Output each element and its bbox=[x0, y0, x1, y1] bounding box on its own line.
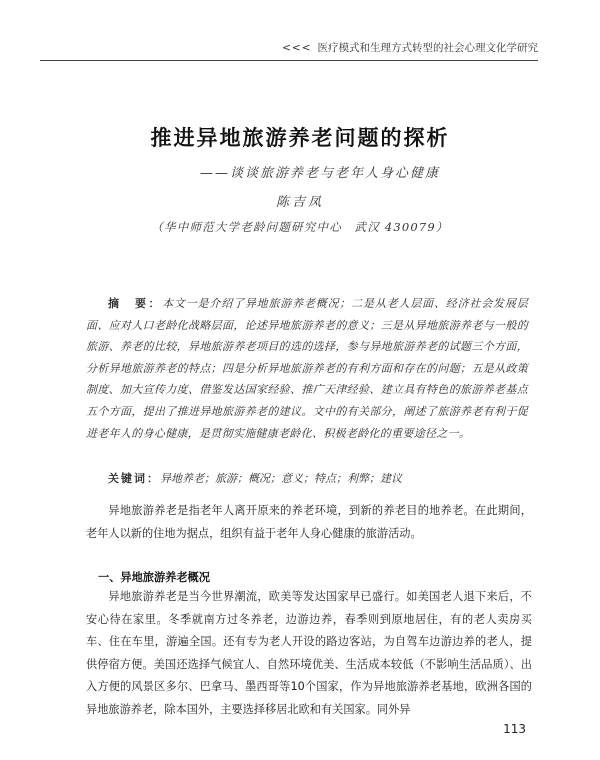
abstract-text: 本文一是介绍了异地旅游养老概况；二是从老人层面、经济社会发展层面、应对人口老龄化战略层面，论述异地旅游养老的意义；三是从异地旅游养老与一般的旅游、养老的比较，异地旅游养老项目的选的选择，参与异地旅游养老的试题三个方面，分析异地旅游养老的特点；四是分析异地旅游养老的有利方面和存在的问题；五是从政策制度、加大宣传力度、借鉴发达国家经验、推广天津经验、建立具有特色的旅游养老基点五个方面，提出了推进异地旅游养老的建议。文中的有关部分，阐述了旅游养老有利于促进老年人的身心健康，是贯彻实施健康老龄化、积极老龄化的重要途径之一。 bbox=[86, 297, 528, 440]
author-affiliation: （华中师范大学老龄问题研究中心 武汉 430079） bbox=[151, 220, 449, 234]
abstract-label: 摘 要： bbox=[108, 297, 163, 310]
running-header bbox=[40, 40, 538, 61]
header-arrows: <<< bbox=[282, 42, 312, 54]
section-heading: 一、异地旅游养老概况 bbox=[98, 571, 210, 584]
section-body-paragraph: 异地旅游养老是当今世界潮流，欧美等发达国家早已盛行。如美国老人退下来后，不安心待在家里。冬季就南方过冬养老，边游边养，春季则到原地居住，有的老人卖房买车、住在车里，游遍全国。还有专为老人开设的路边客站，为自驾车边游边养的老人，提供停宿方便。美国还选择气候宜人、自然环境优美、生活成本较低（不影响生活品质）、出入方便的风景区多尔、巴拿马、墨西哥等10个国家，作为异地旅游养老基地，欧洲各国的异地旅游养老，除本国外，主要选择移居北欧和有关国家。同外异 bbox=[86, 590, 532, 716]
running-title: 医疗模式和生理方式转型的社会心理文化学研究 bbox=[317, 42, 538, 54]
keywords-text: 异地养老；旅游；概况；意义；特点；利弊；建议 bbox=[160, 472, 402, 485]
article-author: 陈吉凤 bbox=[275, 195, 324, 210]
page-number: 113 bbox=[503, 722, 526, 736]
keywords-paragraph bbox=[86, 470, 528, 486]
article-subtitle: ——谈谈旅游养老与老年人身心健康 bbox=[199, 166, 440, 181]
keywords-label: 关键词： bbox=[108, 472, 160, 485]
abstract-paragraph bbox=[86, 293, 528, 444]
intro-paragraph: 异地旅游养老是指老年人离开原来的养老环境，到新的养老目的地养老。在此期间，老年人以新的住地为据点，组织有益于老年人身心健康的旅游活动。 bbox=[86, 504, 532, 540]
article-title: 推进异地旅游养老问题的探析 bbox=[150, 126, 450, 150]
